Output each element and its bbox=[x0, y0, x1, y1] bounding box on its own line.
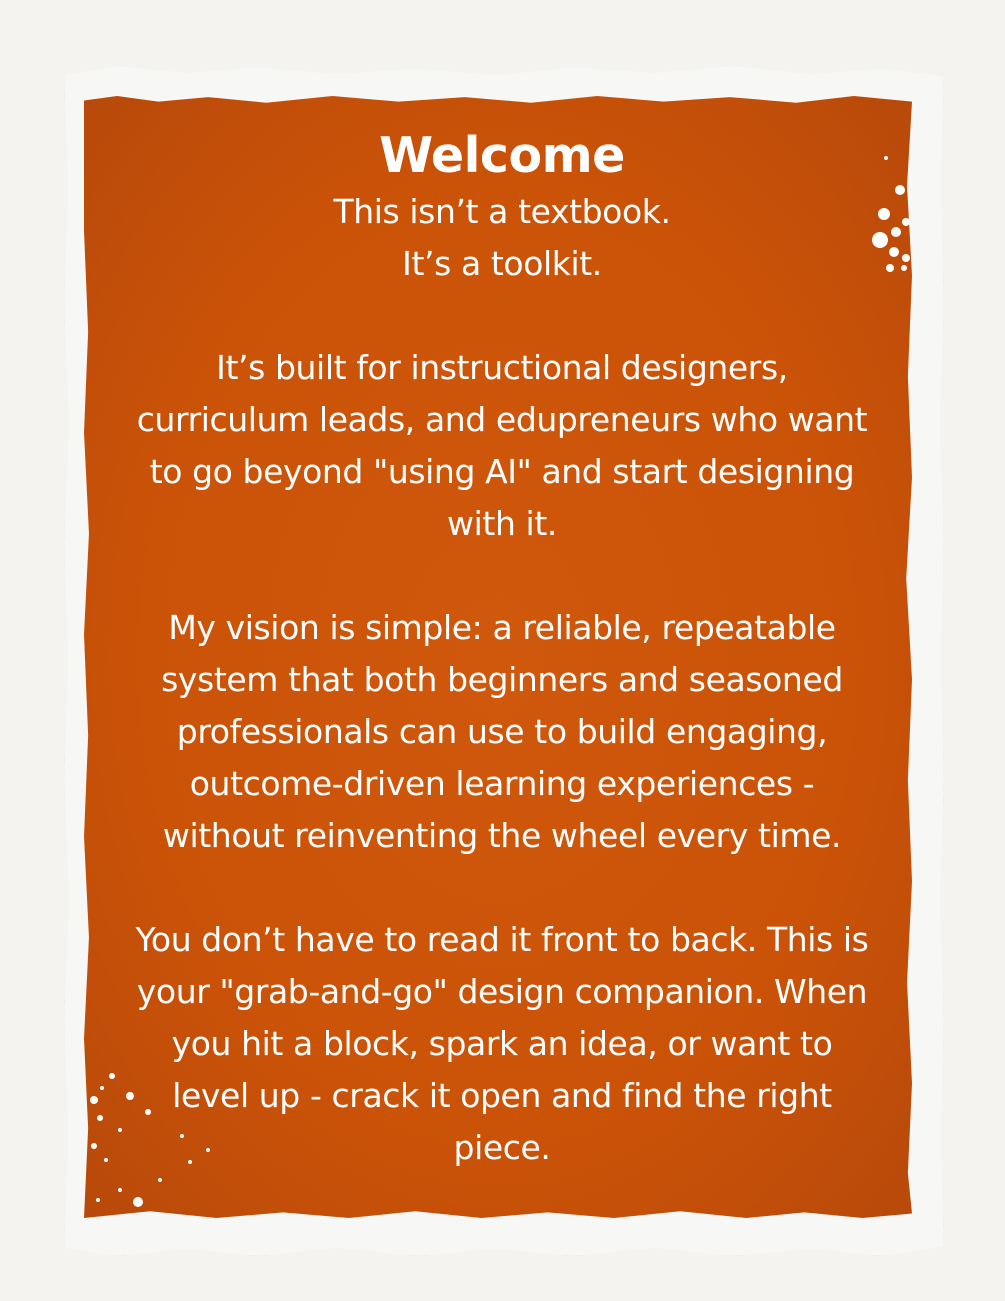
paragraph-audience: It’s built for instructional designers, curriculum leads, and edupreneurs who want to go beyond "using AI" and start designing with it. bbox=[136, 348, 868, 543]
paragraph-intro: This isn’t a textbook. It’s a toolkit. bbox=[333, 192, 671, 283]
welcome-content bbox=[84, 96, 920, 1174]
paragraph-usage: You don’t have to read it front to back. This is your "grab-and-go" design companion. When you hit a block, spark an idea, or want to level up - crack it open and find the right piece. bbox=[135, 920, 869, 1167]
paragraph-vision: My vision is simple: a reliable, repeatable system that both beginners and seasoned professionals can use to build engaging, outcome-driven learning experiences - without reinventing the wheel every time. bbox=[161, 608, 843, 855]
page-title: Welcome bbox=[379, 127, 625, 184]
